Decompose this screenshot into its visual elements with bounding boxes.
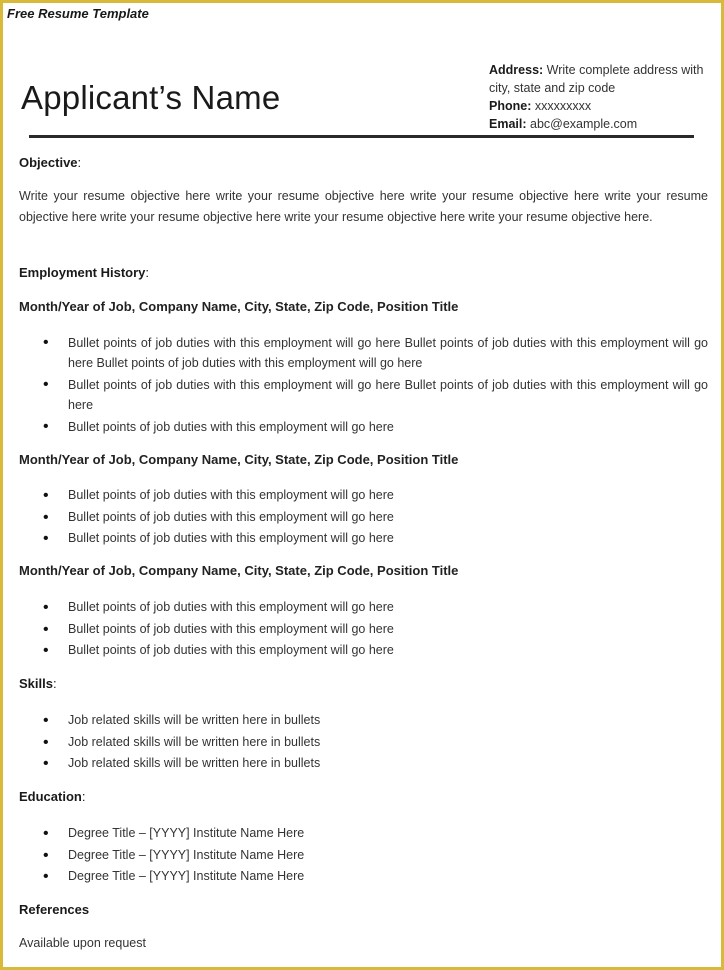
skills-title: Skills: [19, 676, 53, 691]
email-value: abc@example.com: [526, 117, 638, 131]
header-divider: [29, 135, 694, 138]
objective-title: Objective: [19, 155, 78, 170]
employment-heading: [19, 265, 149, 280]
phone-label: Phone:: [489, 99, 532, 113]
job-3-title: Month/Year of Job, Company Name, City, State, Zip Code, Position Title: [19, 563, 459, 578]
education-colon: :: [81, 789, 86, 804]
references-text: Available upon request: [19, 936, 146, 950]
skill-item: • Job related skills will be written here in bullets: [43, 710, 708, 732]
email-line: [489, 115, 714, 133]
address-line: [489, 61, 714, 97]
education-title: Education: [19, 789, 82, 804]
phone-line: [489, 97, 714, 115]
job-3-duty-3: • Bullet points of job duties with this employment will go here: [43, 640, 708, 662]
job-1-title: Month/Year of Job, Company Name, City, State, Zip Code, Position Title: [19, 299, 459, 314]
job-3-duty-1: • Bullet points of job duties with this employment will go here: [43, 597, 708, 619]
references-heading: References: [19, 902, 90, 917]
employment-colon: :: [145, 265, 150, 280]
job-1-duty-1: • Bullet points of job duties with this employment will go here Bullet points of job duties with this employment will go here Bullet points of job duties with this employment will go here: [43, 333, 708, 373]
job-2-duty-2: • Bullet points of job duties with this employment will go here: [43, 507, 708, 529]
education-list: [43, 823, 708, 888]
skills-list: [43, 710, 708, 775]
job-3-duty-2: • Bullet points of job duties with this employment will go here: [43, 619, 708, 641]
contact-block: [489, 61, 714, 133]
job-2-duty-3: • Bullet points of job duties with this employment will go here: [43, 528, 708, 550]
job-1-duty-3: • Bullet points of job duties with this employment will go here: [43, 417, 708, 437]
job-1-duty-2: • Bullet points of job duties with this employment will go here Bullet points of job duties with this employment will go here: [43, 375, 708, 415]
education-item: • Degree Title – [YYYY] Institute Name Here: [43, 823, 708, 845]
skill-item: • Job related skills will be written here in bullets: [43, 732, 708, 754]
education-heading: [19, 789, 85, 804]
skill-item: • Job related skills will be written here in bullets: [43, 753, 708, 775]
job-2-title: Month/Year of Job, Company Name, City, State, Zip Code, Position Title: [19, 452, 459, 467]
employment-title: Employment History: [19, 265, 146, 280]
objective-text: Write your resume objective here write your resume objective here write your resume objective here write your resume objective here write your resume objective here write your resume objective here write your resume objective here.: [19, 189, 708, 224]
email-label: Email:: [489, 117, 527, 131]
objective-colon: :: [77, 155, 82, 170]
education-item: • Degree Title – [YYYY] Institute Name Here: [43, 866, 708, 888]
template-label: Free Resume Template: [7, 6, 149, 21]
job-2-duties: [43, 485, 708, 550]
skills-colon: :: [52, 676, 57, 691]
address-label: Address:: [489, 63, 544, 77]
objective-heading: [19, 155, 81, 170]
skills-heading: [19, 676, 57, 691]
job-2-duty-1: • Bullet points of job duties with this employment will go here: [43, 485, 708, 507]
education-item: • Degree Title – [YYYY] Institute Name Here: [43, 845, 708, 867]
address-value: Write complete address with city, state and zip code: [489, 63, 704, 95]
phone-value: xxxxxxxxx: [531, 99, 592, 113]
applicant-name: Applicant’s Name: [21, 79, 281, 116]
job-1-duties: [43, 333, 708, 437]
job-3-duties: [43, 597, 708, 662]
